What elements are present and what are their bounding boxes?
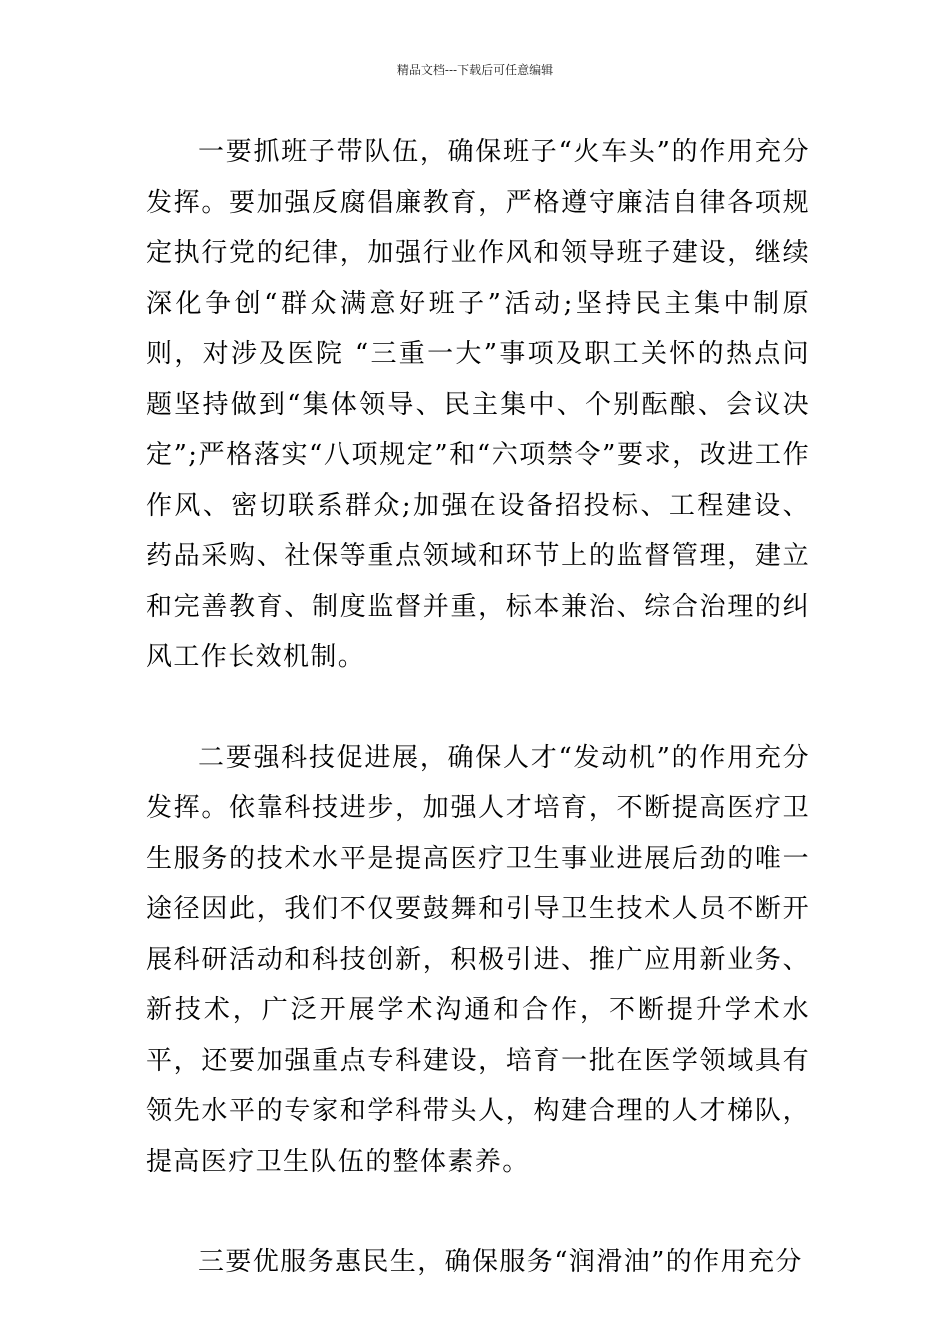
paragraph-3: 三要优服务惠民生，确保服务“润滑油”的作用充分 <box>198 1247 803 1277</box>
document-body <box>146 127 810 1288</box>
paragraph-2: 二要强科技促进展，确保人才“发动机”的作用充分发挥。依靠科技进步，加强人才培育，不断提高医疗卫生服务的技术水平是提高医疗卫生事业进展后劲的唯一途径因此，我们不仅要鼓舞和引导卫生技术人员不断开展科研活动和科技创新，积极引进、推广应用新业务、新技术，广泛开展学术沟通和合作，不断提升学术水平，还要加强重点专科建设，培育一批在医学领域具有领先水平的专家和学科带头人，构建合理的人才梯队，提高医疗卫生队伍的整体素养。 <box>146 742 810 1177</box>
paragraph-1: 一要抓班子带队伍，确保班子“火车头”的作用充分发挥。要加强反腐倡廉教育，严格遵守廉洁自律各项规定执行党的纪律，加强行业作风和领导班子建设，继续深化争创“群众满意好班子”活动;坚持民主集中制原则，对涉及医院 “三重一大”事项及职工关怀的热点问题坚持做到“集体领导、民主集中、个别酝酿、会议决定”;严格落实“八项规定”和“六项禁令”要求，改进工作作风、密切联系群众;加强在设备招投标、工程建设、药品采购、社保等重点领域和环节上的监督管理，建立和完善教育、制度监督并重，标本兼治、综合治理的纠风工作长效机制。 <box>146 137 810 672</box>
page-header: 精品文档---下载后可任意编辑 <box>396 63 554 77</box>
